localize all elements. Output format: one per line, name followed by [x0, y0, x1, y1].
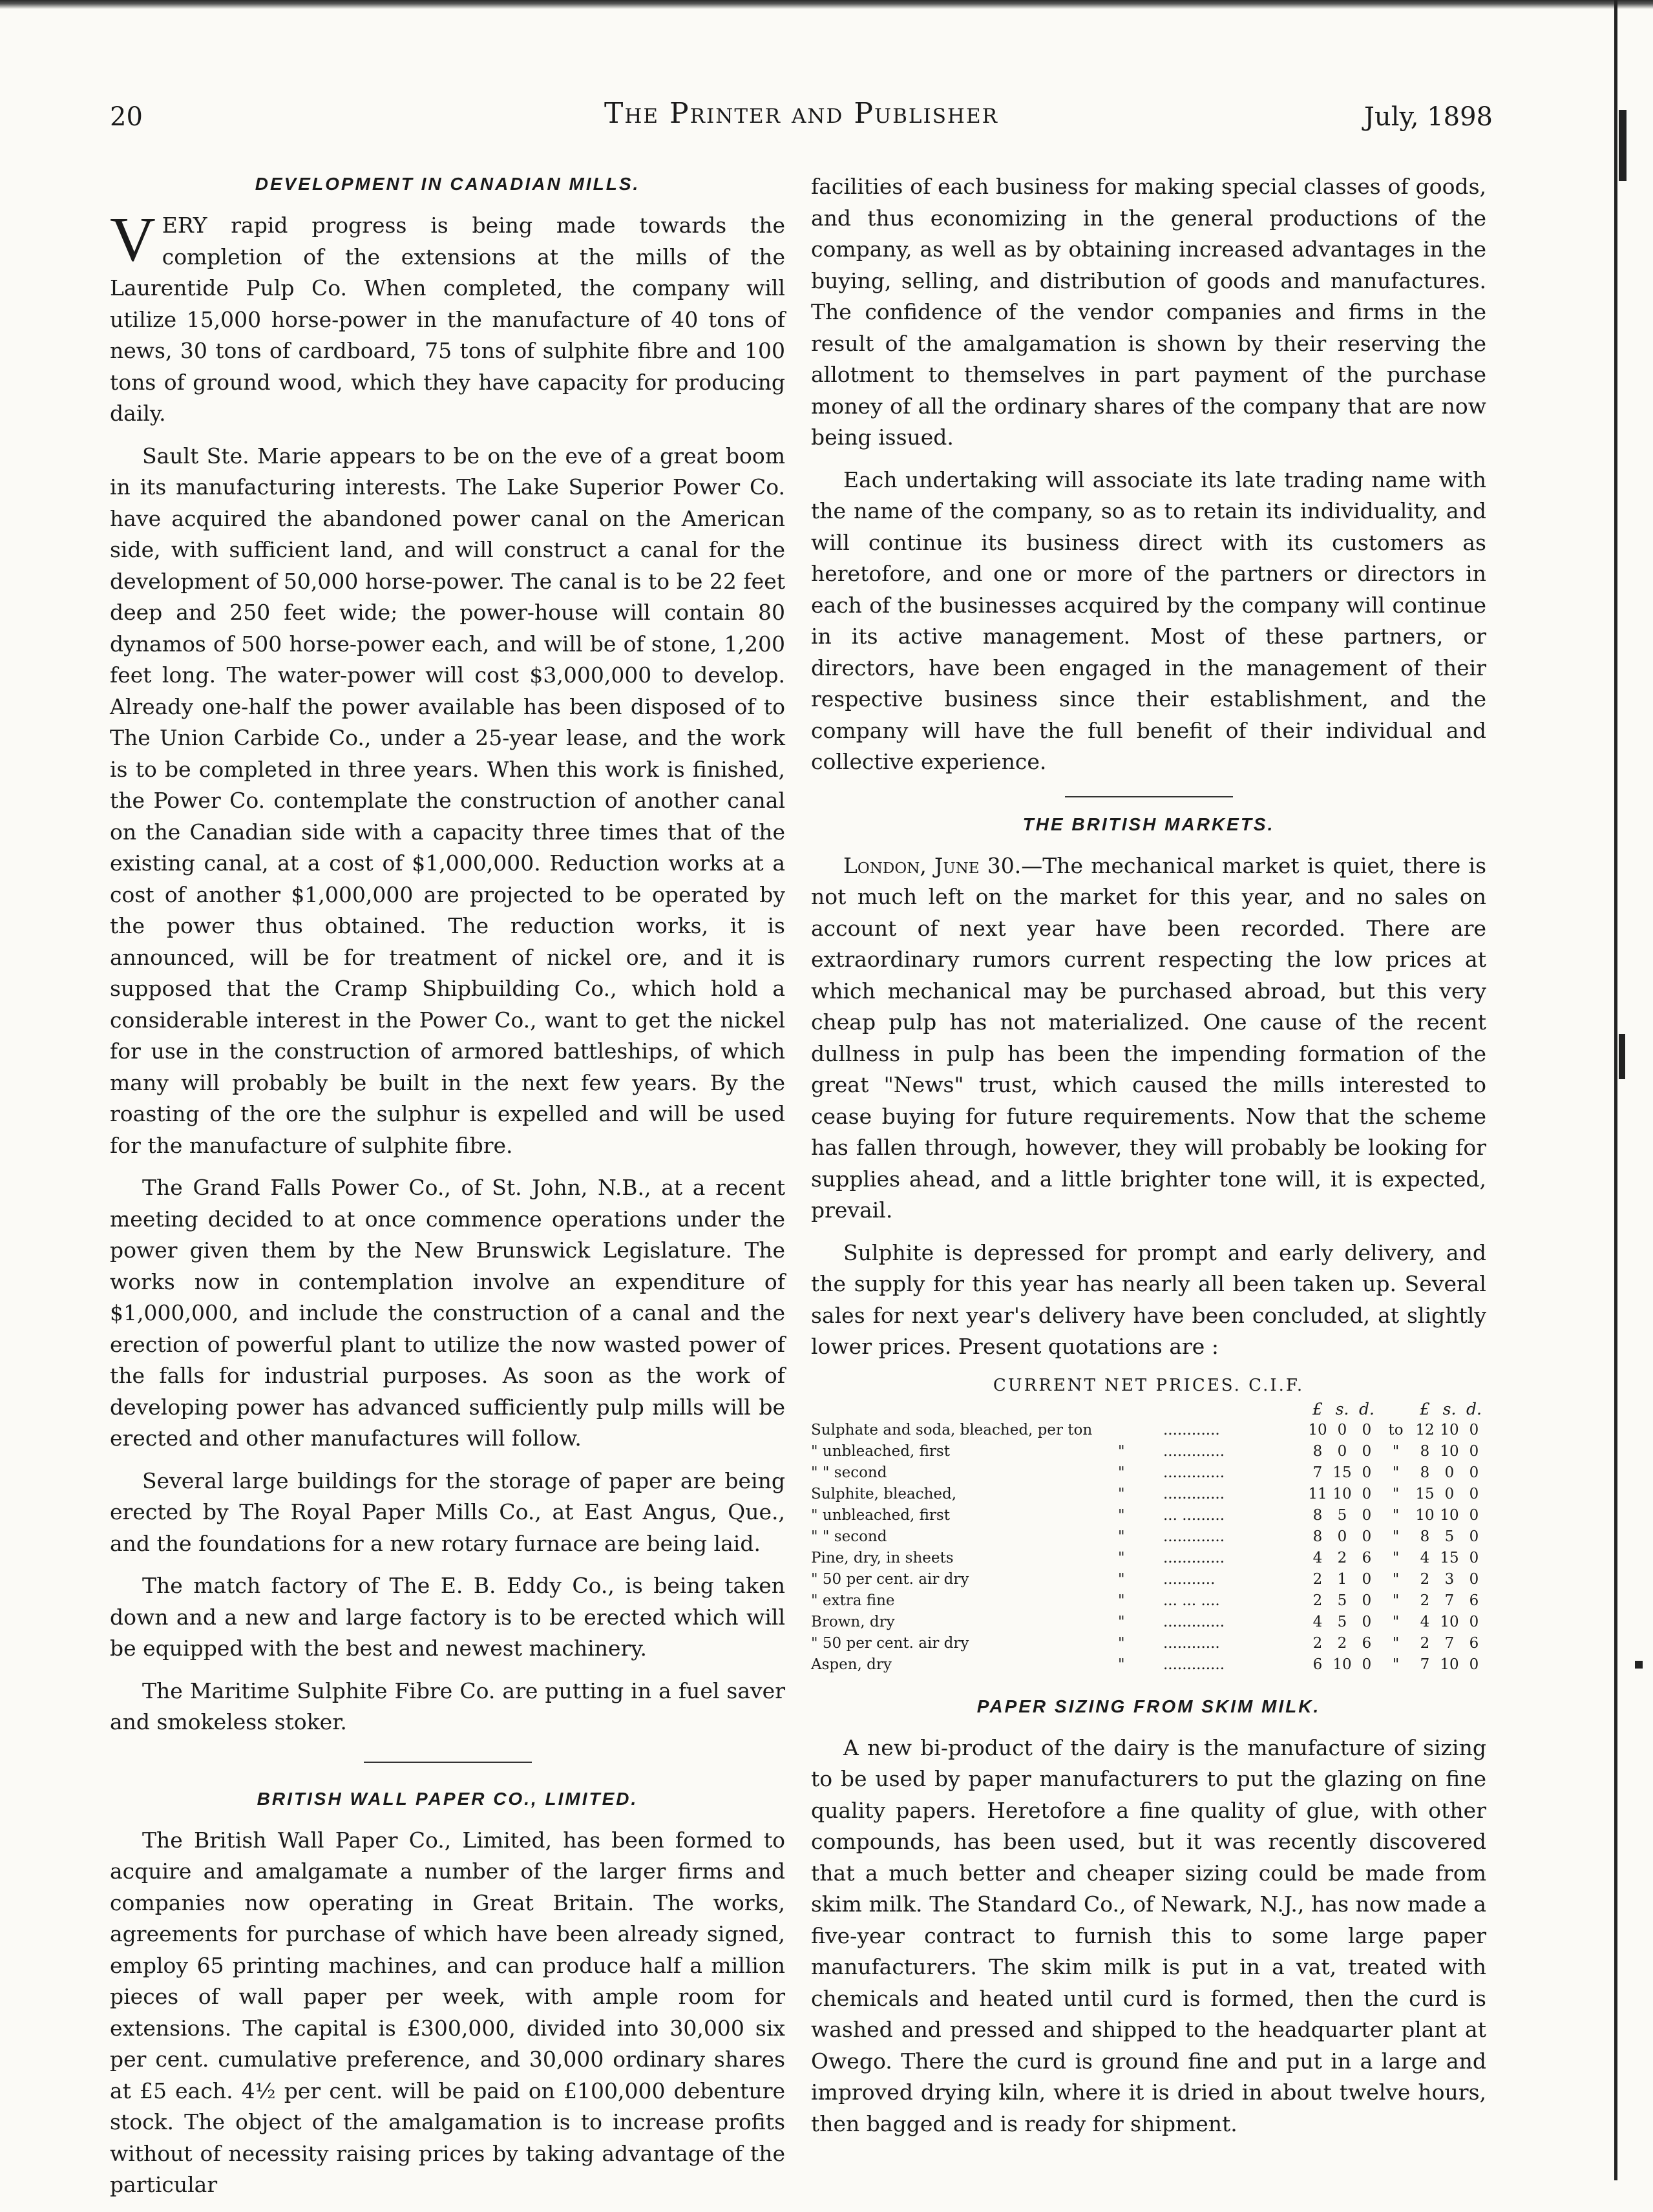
- ditto-cell: ": [1118, 1570, 1125, 1588]
- price-from-cell: 8: [1312, 1528, 1323, 1545]
- price-from-cell: 0: [1337, 1528, 1347, 1545]
- price-from-cell: 10: [1332, 1485, 1352, 1502]
- price-to-cell: 0: [1469, 1442, 1479, 1460]
- unit-label: £: [1312, 1399, 1323, 1418]
- price-from-cell: 0: [1362, 1570, 1372, 1588]
- prices-table-title: CURRENT NET PRICES. C.I.F.: [993, 1375, 1305, 1395]
- price-to-cell: 0: [1469, 1485, 1479, 1502]
- price-from-cell: 2: [1312, 1570, 1323, 1588]
- price-row: [811, 1505, 1486, 1526]
- unit-label: £: [1420, 1399, 1430, 1418]
- separator-cell: ": [1392, 1570, 1400, 1588]
- price-to-cell: 10: [1440, 1506, 1459, 1524]
- paragraph: The British Wall Paper Co., Limited, has been formed to acquire and amalgamate a number of the larger firms and companies now operating in Great Britain. The works, agreements for purchase of which have been already signed, employ 65 printing machines, and can produce half a million pieces of wall paper per week, with ample room for extensions. The capital is £300,000, divided into 30,000 six per cent. cumulative preference, and 30,000 ordinary shares at £5 each. 4½ per cent. will be paid on £100,000 debenture stock. The object of the amalgamation is to increase profits without of necessity raising prices by taking advantage of the particular: [110, 1827, 785, 2197]
- price-row: [811, 1633, 1486, 1654]
- price-row: [811, 1548, 1486, 1569]
- price-from-cell: 0: [1337, 1421, 1347, 1438]
- price-from-cell: 5: [1337, 1613, 1347, 1630]
- unit-label: s.: [1442, 1399, 1457, 1418]
- price-to-cell: 10: [1440, 1613, 1459, 1630]
- ditto-cell: ": [1118, 1442, 1125, 1460]
- price-from-cell: 10: [1308, 1421, 1327, 1438]
- separator-cell: ": [1392, 1442, 1400, 1460]
- price-row: [811, 1612, 1486, 1633]
- price-row: [811, 1590, 1486, 1612]
- price-to-cell: 0: [1444, 1485, 1455, 1502]
- heading-wallpaper: BRITISH WALL PAPER CO., LIMITED.: [257, 1788, 638, 1809]
- grade-cell: Sulphate and soda, bleached, per ton: [811, 1421, 1093, 1438]
- price-to-cell: 0: [1469, 1464, 1479, 1481]
- leader-cell: .............: [1163, 1442, 1225, 1460]
- ditto-cell: ": [1118, 1592, 1125, 1609]
- grade-cell: " extra fine: [811, 1592, 895, 1609]
- price-from-cell: 0: [1362, 1528, 1372, 1545]
- price-to-cell: 15: [1415, 1485, 1435, 1502]
- separator-cell: ": [1392, 1613, 1400, 1630]
- paragraph: A new bi-product of the dairy is the manufacture of sizing to be used by paper manufacturers to put the glazing on fine quality papers. Heretofore a fine quality of glue, with other compounds, has been used, but it was recently discovered that a much better and cheaper sizing could be made from skim milk. The Standard Co., of Newark, N.J., has now made a five-year contract to furnish this to some large paper manufacturers. The skim milk is put in a vat, treated with chemicals and heated until curd is formed, then the curd is washed and pressed and shipped to the headquarter plant at Owego. There the curd is ground fine and put in a large and improved drying kiln, where it is dried in about twelve hours, then bagged and is ready for shipment.: [811, 1734, 1486, 2136]
- separator-cell: ": [1392, 1506, 1400, 1524]
- grade-cell: " 50 per cent. air dry: [811, 1634, 969, 1652]
- grade-cell: " 50 per cent. air dry: [811, 1570, 969, 1588]
- leader-cell: ...........: [1163, 1570, 1216, 1588]
- grade-cell: Brown, dry: [811, 1613, 895, 1630]
- paragraph: [110, 205, 785, 430]
- section-divider: [364, 1762, 532, 1763]
- price-to-cell: 10: [1415, 1506, 1435, 1524]
- price-row: [811, 1654, 1486, 1676]
- grade-cell: " " second: [811, 1528, 887, 1545]
- drop-cap: V: [110, 205, 156, 275]
- price-to-cell: 2: [1420, 1634, 1430, 1652]
- leader-cell: .............: [1163, 1656, 1225, 1673]
- price-to-cell: 0: [1444, 1464, 1455, 1481]
- price-from-cell: 6: [1312, 1656, 1323, 1673]
- ditto-cell: ": [1118, 1506, 1125, 1524]
- grade-cell: " unbleached, first: [811, 1442, 950, 1460]
- scan-mark: [1619, 1034, 1625, 1079]
- separator-cell: ": [1392, 1485, 1400, 1502]
- dateline: London, June 30.: [843, 852, 1022, 878]
- leader-cell: ............: [1163, 1421, 1220, 1438]
- price-row: [811, 1526, 1486, 1548]
- price-to-cell: 4: [1420, 1549, 1430, 1566]
- price-from-cell: 10: [1332, 1656, 1352, 1673]
- leader-cell: ... ... ....: [1163, 1592, 1220, 1609]
- heading-british-markets: THE BRITISH MARKETS.: [1022, 814, 1275, 834]
- price-to-cell: 7: [1420, 1656, 1430, 1673]
- ditto-cell: ": [1118, 1656, 1125, 1673]
- leader-cell: .............: [1163, 1528, 1225, 1545]
- price-to-cell: 6: [1469, 1592, 1479, 1609]
- price-to-cell: 12: [1415, 1421, 1435, 1438]
- price-from-cell: 0: [1362, 1442, 1372, 1460]
- price-to-cell: 0: [1469, 1613, 1479, 1630]
- separator-cell: [1379, 1398, 1413, 1420]
- unit-label: d.: [1466, 1399, 1482, 1418]
- unit-label: s.: [1335, 1399, 1349, 1418]
- price-to-cell: 0: [1469, 1506, 1479, 1524]
- price-from-cell: 4: [1312, 1549, 1323, 1566]
- leader-cell: [1163, 1398, 1305, 1420]
- price-from-cell: 2: [1312, 1592, 1323, 1609]
- price-from-cell: 5: [1337, 1592, 1347, 1609]
- price-from-cell: 0: [1362, 1464, 1372, 1481]
- separator-cell: ": [1392, 1592, 1400, 1609]
- price-row: [811, 1569, 1486, 1590]
- price-from-cell: 4: [1312, 1613, 1323, 1630]
- price-to-cell: 5: [1444, 1528, 1455, 1545]
- paragraph: Each undertaking will associate its late trading name with the name of the company, so as to retain its individuality, and will continue its business direct with its customers as heretofore, and one or more of the partners or directors in each of the businesses acquired by the company will continue in its active management. Most of these partners, or directors, have been engaged in the management of their respective business since their establishment, and the company will have the full benefit of their individual and collective experience.: [811, 467, 1486, 774]
- price-from-cell: 11: [1308, 1485, 1327, 1502]
- price-row: [811, 1484, 1486, 1505]
- price-to-cell: 7: [1444, 1592, 1455, 1609]
- issue-date: July, 1898: [1363, 102, 1493, 132]
- ditto-cell: [1114, 1398, 1163, 1420]
- price-row: [811, 1462, 1486, 1484]
- leader-cell: .............: [1163, 1464, 1225, 1481]
- grade-cell: " " second: [811, 1464, 887, 1481]
- ditto-cell: ": [1118, 1634, 1125, 1652]
- scan-mark: [1635, 1661, 1643, 1669]
- price-from-cell: 8: [1312, 1506, 1323, 1524]
- price-from-cell: 0: [1362, 1485, 1372, 1502]
- grade-cell: Pine, dry, in sheets: [811, 1549, 954, 1566]
- binding-edge: [1614, 0, 1617, 2180]
- price-to-cell: 0: [1469, 1656, 1479, 1673]
- price-to-cell: 7: [1444, 1634, 1455, 1652]
- price-to-cell: 8: [1420, 1528, 1430, 1545]
- price-from-cell: 0: [1362, 1506, 1372, 1524]
- paragraph: The Maritime Sulphite Fibre Co. are putting in a fuel saver and smokeless stoker.: [110, 1678, 785, 1734]
- paragraph: The Grand Falls Power Co., of St. John, N.B., at a recent meeting decided to at once commence operations under the power given them by the New Brunswick Legislature. The works now in contemplation involve an expenditure of $1,000,000, and include the construction of a canal and the erection of powerful plant to utilize the now wasted power of the falls for industrial purposes. As soon as the work of developing power has advanced sufficiently pulp mills will be erected and other manufactures will follow.: [110, 1175, 785, 1451]
- section-divider: [1065, 796, 1233, 797]
- price-to-cell: 8: [1420, 1464, 1430, 1481]
- separator-cell: ": [1392, 1528, 1400, 1545]
- masthead: The Printer and Publisher: [604, 97, 998, 130]
- scan-top-edge: [0, 0, 1653, 9]
- price-from-cell: 0: [1337, 1442, 1347, 1460]
- price-from-cell: 15: [1332, 1464, 1352, 1481]
- grade-cell: Aspen, dry: [811, 1656, 892, 1673]
- price-from-cell: 2: [1337, 1549, 1347, 1566]
- separator-cell: ": [1392, 1634, 1400, 1652]
- leader-cell: .............: [1163, 1613, 1225, 1630]
- scan-mark: [1619, 110, 1627, 181]
- separator-cell: ": [1392, 1656, 1400, 1673]
- paragraph: [811, 850, 1486, 1227]
- page-header: [110, 97, 1493, 142]
- price-row: [811, 1420, 1486, 1441]
- heading-skim-milk: PAPER SIZING FROM SKIM MILK.: [976, 1696, 1321, 1716]
- price-from-cell: 2: [1337, 1634, 1347, 1652]
- prices-units-row: [811, 1398, 1486, 1420]
- leader-cell: ............: [1163, 1634, 1220, 1652]
- right-column: [811, 171, 1486, 2151]
- price-to-cell: 4: [1420, 1613, 1430, 1630]
- paragraph: Sault Ste. Marie appears to be on the eve of a great boom in its manufacturing interests. The Lake Superior Power Co. have acquired the abandoned power canal on the American side, with sufficient land, and will construct a canal for the development of 50,000 horse-power. The canal is to be 22 feet deep and 250 feet wide; the power-house will contain 80 dynamos of 500 horse-power each, and will be of stone, 1,200 feet long. The water-power will cost $3,000,000 to develop. Already one-half the power available has been disposed of to The Union Carbide Co., under a 25-year lease, and the work is to be completed in three years. When this work is finished, the Power Co. contemplate the construction of another canal on the Canadian side with a capacity three times that of the existing canal, at a cost of $1,000,000. Reduction works at a cost of another $1,000,000 are projected to be operated by the power thus obtained. The reduction works, it is announced, will be for treatment of nickel ore, and it is supposed that the Cramp Shipbuilding Co., which hold a considerable interest in the Power Co., want to get the nickel for use in the construction of armored battleships, of which many will probably be built in the next few years. By the roasting of the ore the sulphur is expelled and will be used for the manufacture of sulphite fibre.: [110, 443, 785, 1158]
- paragraph: Sulphite is depressed for prompt and early delivery, and the supply for this year has nearly all been taken up. Several sales for next year's delivery have been concluded, at slightly lower prices. Present quotations are :: [811, 1239, 1486, 1359]
- price-to-cell: 2: [1420, 1592, 1430, 1609]
- ditto-cell: ": [1118, 1549, 1125, 1566]
- price-from-cell: 0: [1362, 1656, 1372, 1673]
- grade-cell: [811, 1398, 1114, 1420]
- left-column: [110, 171, 785, 2212]
- price-from-cell: 0: [1362, 1421, 1372, 1438]
- ditto-cell: ": [1118, 1528, 1125, 1545]
- paragraph: The match factory of The E. B. Eddy Co., is being taken down and a new and large factory is to be erected which will be equipped with the best and newest machinery.: [110, 1573, 785, 1661]
- heading-development: DEVELOPMENT IN CANADIAN MILLS.: [255, 174, 640, 194]
- leader-cell: .............: [1163, 1549, 1225, 1566]
- price-from-cell: 0: [1362, 1592, 1372, 1609]
- separator-cell: ": [1392, 1464, 1400, 1481]
- ditto-cell: ": [1118, 1613, 1125, 1630]
- price-from-cell: 2: [1312, 1634, 1323, 1652]
- paragraph-text: ERY rapid progress is being made towards the completion of the extensions at the mills of the Laurentide Pulp Co. When completed, the company will utilize 15,000 horse-power in the manufacture of 40 tons of news, 30 tons of cardboard, 75 tons of sulphite fibre and 100 tons of ground wood, which they have capacity for producing daily.: [110, 213, 785, 426]
- prices-table: [811, 1398, 1486, 1676]
- ditto-cell: ": [1118, 1485, 1125, 1502]
- price-from-cell: 0: [1362, 1613, 1372, 1630]
- leader-cell: ... .........: [1163, 1506, 1225, 1524]
- ditto-cell: ": [1118, 1464, 1125, 1481]
- separator-cell: to: [1388, 1421, 1404, 1438]
- ditto-cell: [1114, 1420, 1163, 1441]
- price-to-cell: 0: [1469, 1528, 1479, 1545]
- separator-cell: ": [1392, 1549, 1400, 1566]
- price-to-cell: 10: [1440, 1421, 1459, 1438]
- price-from-cell: 8: [1312, 1442, 1323, 1460]
- price-to-cell: 0: [1469, 1570, 1479, 1588]
- price-to-cell: 0: [1469, 1421, 1479, 1438]
- paragraph: facilities of each business for making special classes of goods, and thus economizing in the general productions of the company, as well as by obtaining increased advantages in the buying, selling, and distribution of goods and manufactures. The confidence of the vendor companies and firms in the result of the amalgamation is shown by their reserving the allotment to themselves in part payment of the purchase money of all the ordinary shares of the company that are now being issued.: [811, 174, 1486, 450]
- price-to-cell: 10: [1440, 1442, 1459, 1460]
- price-to-cell: 10: [1440, 1656, 1459, 1673]
- paragraph: Several large buildings for the storage of paper are being erected by The Royal Paper Mills Co., at East Angus, Que., and the foundations for a new rotary furnace are being laid.: [110, 1468, 785, 1556]
- unit-label: d.: [1359, 1399, 1374, 1418]
- grade-cell: " unbleached, first: [811, 1506, 950, 1524]
- price-to-cell: 15: [1440, 1549, 1459, 1566]
- price-from-cell: 6: [1362, 1549, 1372, 1566]
- grade-cell: Sulphite, bleached,: [811, 1485, 957, 1502]
- price-from-cell: 1: [1337, 1570, 1347, 1588]
- page-number: 20: [110, 102, 143, 132]
- leader-cell: .............: [1163, 1485, 1225, 1502]
- price-row: [811, 1441, 1486, 1462]
- paragraph-text: —The mechanical market is quiet, there is not much left on the market for this year, and no sales on account of next year have been recorded. There are extraordinary rumors current respecting the low prices at which mechanical may be purchased abroad, but this very cheap pulp has not materialized. One cause of the recent dullness in pulp has been the impending formation of the great "News" trust, which caused the mills interested to cease buying for future requirements. Now that the scheme has fallen through, however, they will probably be looking for supplies ahead, and a little brighter tone will, it is expected, prevail.: [811, 852, 1486, 1223]
- price-from-cell: 7: [1312, 1464, 1323, 1481]
- price-to-cell: 0: [1469, 1549, 1479, 1566]
- price-to-cell: 8: [1420, 1442, 1430, 1460]
- price-from-cell: 5: [1337, 1506, 1347, 1524]
- price-to-cell: 6: [1469, 1634, 1479, 1652]
- price-to-cell: 2: [1420, 1570, 1430, 1588]
- price-from-cell: 6: [1362, 1634, 1372, 1652]
- price-to-cell: 3: [1444, 1570, 1455, 1588]
